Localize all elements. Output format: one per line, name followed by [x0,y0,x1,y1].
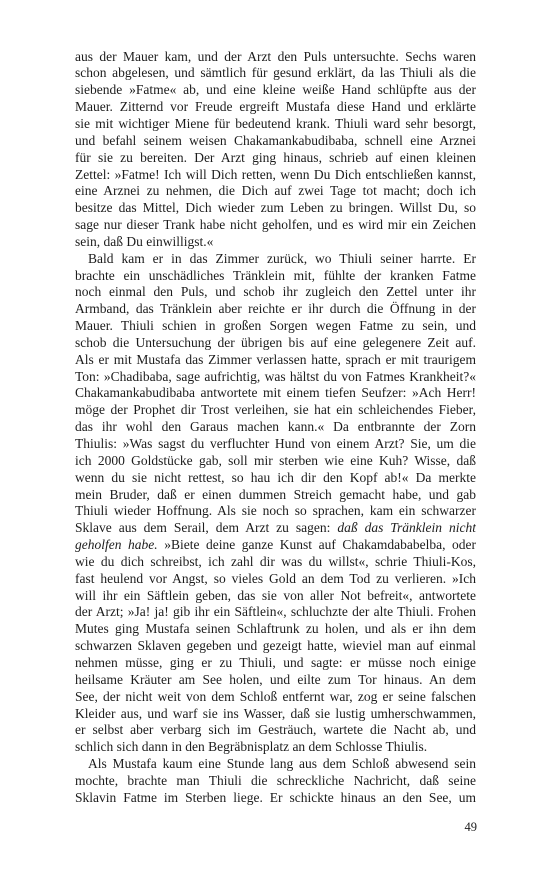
text-line: er selbst aber verbarg sich im Gesträuch, wartete die Nacht ab, und [75,722,476,738]
text-italic: daß das Tränklein nicht [337,520,476,536]
text-line: sage nur dieser Trank habe nicht geholfen, und es wird mir ein Zeichen [75,217,476,233]
paragraph-3 [75,756,476,807]
text-line: wie du dich schreibst, ich zahl dir was du willst«, schrie Thiuli-Kos, [75,553,476,569]
page-number: 49 [464,820,477,834]
text-line: und befahl seinem weisen Chakamankabudibaba, schnell eine Arznei [75,132,476,148]
text-line: See, der nicht weit von dem Schloß entfernt war, zog er seine falschen [75,688,476,704]
text-line: siebende »Fatme« ab, und eine kleine weiße Hand schlüpfte aus der [75,82,476,98]
text-line: noch einmal den Puls, und schob ihr zugleich den Zettel unter ihr [75,284,476,300]
text-line: nehmen müsse, ging er zu Thiuli, und sagte: er müsse noch einige [75,654,476,670]
text-line: will ihr ein Säftlein geben, das sie von aller Not befreit«, antwortete [75,587,476,603]
text-line: Thiulis: »Was sagst du verfluchter Hund von einem Arzt? Sie, um die [75,436,476,451]
text-line: sie mit wichtiger Miene für bedeutend krank. Thiuli ward sehr besorgt, [75,115,476,131]
text-line: Zettel: »Fatme! Ich will Dich retten, wenn Du Dich entschließen kannst, [75,166,476,182]
text-line: Als Mustafa kaum eine Stunde lang aus dem Schloß abwesend sein [88,756,476,772]
text-italic: geholfen habe. [75,537,158,553]
text-block [75,49,476,807]
text-line: schob die Untersuchung der übrigen bis auf eine gelegenere Zeit auf. [75,334,476,350]
text-line: aus der Mauer kam, und der Arzt den Puls untersuchte. Sechs waren [75,48,476,64]
text-line [75,537,476,554]
text-line: Armband, das Tränklein aber reichte er ihr durch die Öffnung in der [75,301,476,317]
text-line: eine Arznei zu nehmen, die Dich auf zwei Tage tot macht; doch ich [75,183,476,199]
text-line: Thiuli wieder Hoffnung. Als sie noch so sprachen, kam ein schwarzer [75,503,476,519]
text-line: sein, daß Du einwilligst.« [75,233,214,249]
text-line: Mauer. Thiuli schien in großen Sorgen wegen Fatme zu sein, und [75,318,476,334]
paragraph-1 [75,49,476,251]
text-line: mochte, brachte man Thiuli die schreckliche Nachricht, daß seine [75,772,476,788]
text-roman: Sklave aus dem Serail, dem Arzt zu sagen: [75,520,338,536]
text-line: Kleider aus, und warf sie ins Wasser, daß sie lustig umherschwammen, [75,705,476,721]
text-line: Chakamankabudibaba antwortete mit einem tiefen Seufzer: »Ach Herr! [75,385,476,401]
text-line: besitze das Mittel, Dich wieder zum Leben zu bringen. Willst Du, so [75,200,476,216]
text-line: ich 2000 Goldstücke gab, soll mir sterben wie eine Kuh? Wisse, daß [75,452,476,468]
text-line: der Arzt; »Ja! ja! gib ihr ein Säftlein«, schluchzte der alte Thiuli. Frohen [75,604,476,620]
text-line: fast heulend vor Angst, so vieles Gold an dem Tod zu verlieren. »Ich [75,570,476,586]
text-roman: »Biete deine ganze Kunst auf Chakamdababelba, oder [157,537,476,553]
text-line: Als er mit Mustafa das Zimmer verlassen hatte, sprach er mit traurigem [75,351,476,367]
text-line: Ton: »Chadibaba, sage aufrichtig, was hältst du von Fatmes Krankheit?« [75,368,476,384]
text-line: möge der Prophet dir Trost verleihen, sie hat ein schleichendes Fieber, [75,402,476,418]
text-line: brachte ein unschädliches Tränklein mit, fühlte der kranken Fatme [75,267,476,283]
text-line: schlich sich dann in den Begräbnisplatz an dem Schlosse Thiulis. [75,739,428,755]
text-line: Bald kam er in das Zimmer zurück, wo Thiuli seiner harrte. Er [88,250,476,266]
text-line: das ihr wohl den Garaus machen kann.« Da entbrannte der Zorn [75,419,476,435]
paragraph-2 [75,251,476,756]
text-line: schwarzen Sklaven gegeben und gezeigt hatte, wieviel man auf einmal [75,638,476,654]
text-line: mein Bruder, daß er einen dummen Streich gemacht habe, und gab [75,486,476,502]
text-line: Mauer. Zitternd vor Freude ergreift Mustafa diese Hand und erklärte [75,99,476,115]
text-line: Mutes ging Mustafa seinen Schlaftrunk zu holen, und als er ihn dem [75,621,476,637]
text-line: schon abgelesen, und sämtlich für gesund erklärt, da las Thiuli als die [75,65,476,81]
text-line [75,520,476,537]
text-line: Sklavin Fatme im Sterben liege. Er schickte hinaus an den See, um [75,789,476,805]
text-line: heilsame Kräuter am See holen, und eilte zum Tor hinaus. An dem [75,671,476,687]
text-line: wenn du sie nicht rettest, so hau ich dir den Kopf ab!« Da merkte [75,469,476,485]
text-line: für sie zu bereiten. Der Arzt ging hinaus, schrieb auf einen kleinen [75,149,476,165]
